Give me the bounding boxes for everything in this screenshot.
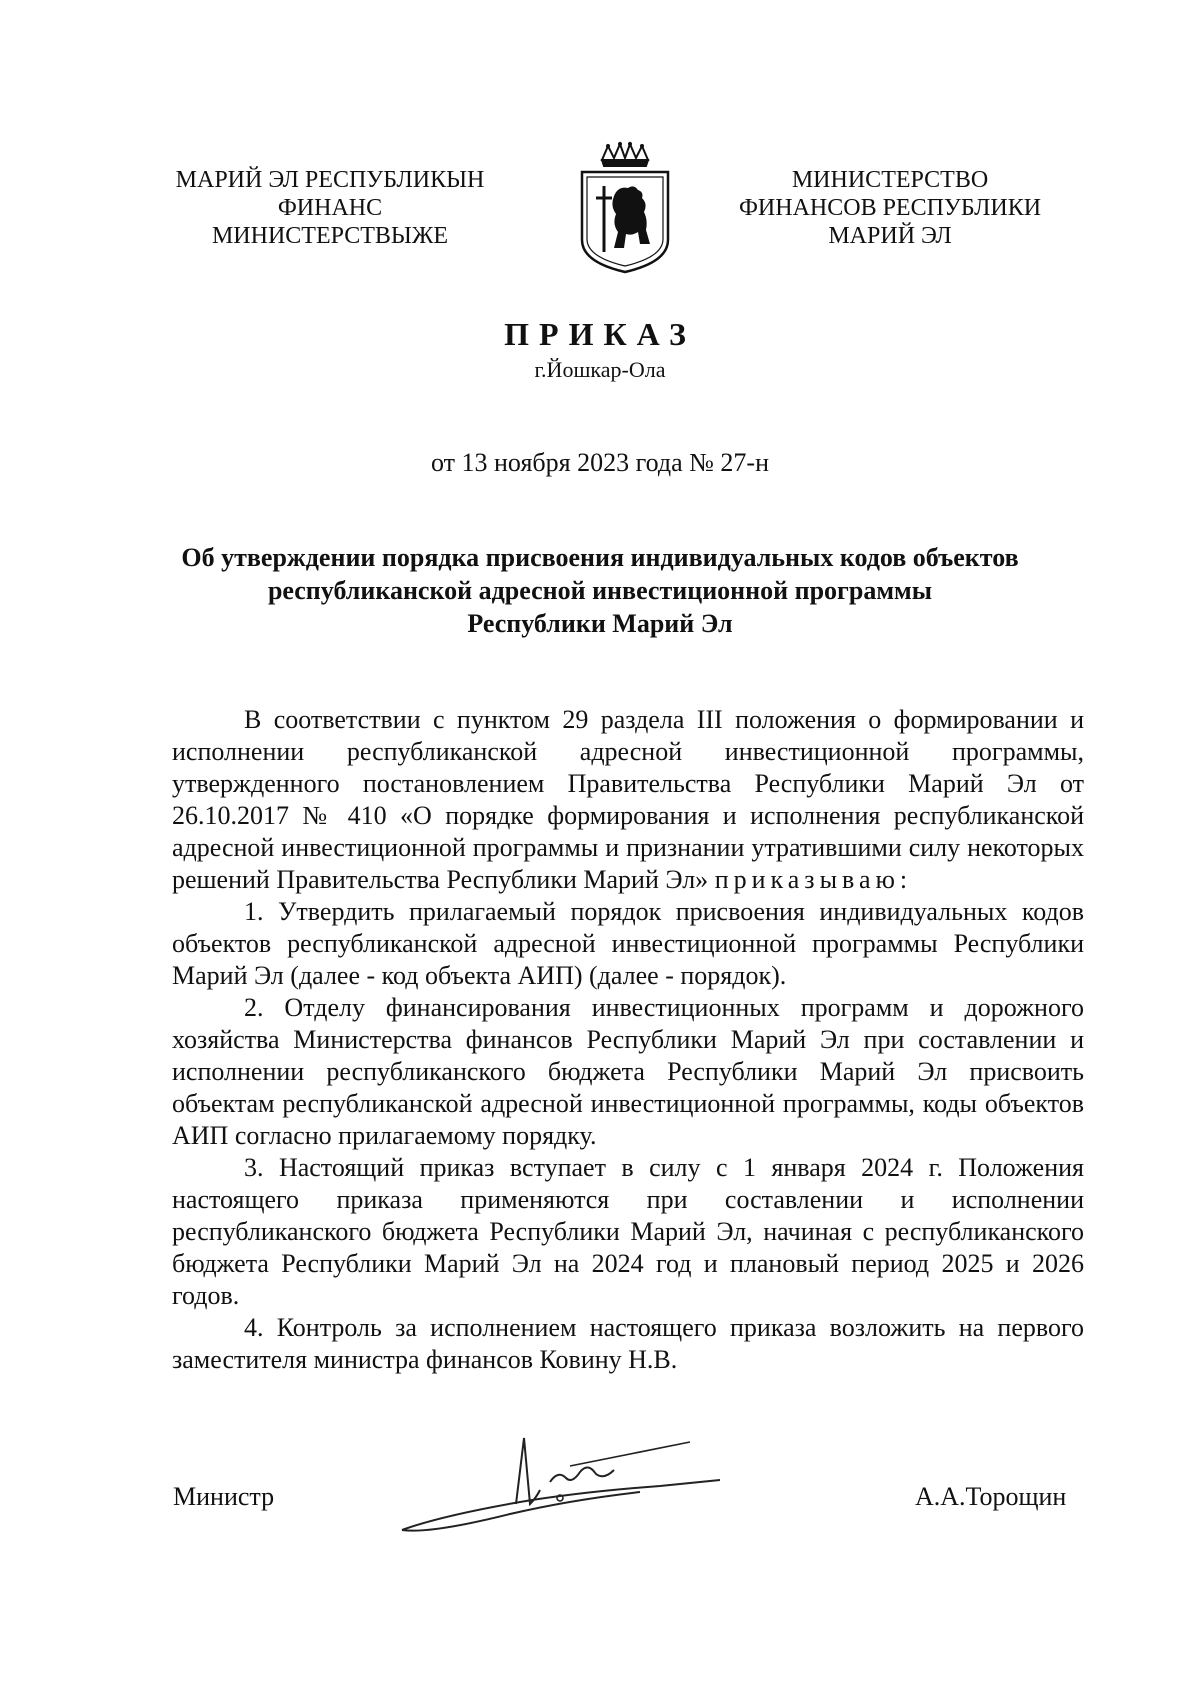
order-item-1: 1. Утвердить прилагаемый порядок присвоения индивидуальных кодов объектов республиканской адресной инвестиционной программы Республики Марий Эл (далее - код объекта АИП) (далее - порядок). [172, 897, 1084, 990]
document-body [172, 704, 1084, 1376]
header-right-line-1: МИНИСТЕРСТВО [791, 167, 989, 193]
date-number-line: от 13 ноября 2023 года № 27-н [431, 448, 769, 477]
header-right-line-2: ФИНАНСОВ РЕСПУБЛИКИ [738, 195, 1042, 221]
document-subject [150, 541, 1050, 640]
header-left-line-3: МИНИСТЕРСТВЫЖЕ [211, 223, 449, 249]
city-line: г.Йошкар-Ола [534, 357, 666, 382]
subject-line-2: республиканской адресной инвестиционной программы [267, 576, 933, 605]
preamble-text: В соответствии с пунктом 29 раздела III положения о формировании и исполнении республиканской адресной инвестиционной программы, утвержденного постановлением Правительства Республики Марий Эл от 26.10.2017 № 410 «О порядке формирования и исполнения республиканской адресной инвестиционной программы и признании утратившими силу некоторых решений Правительства Республики Марий Эл» [172, 705, 1084, 894]
order-item-2: 2. Отделу финансирования инвестиционных программ и дорожного хозяйства Министерства финансов Республики Марий Эл при составлении и исполнении республиканского бюджета Республики Марий Эл присвоить объектам республиканской адресной инвестиционной программы, коды объектов АИП согласно прилагаемому порядку. [172, 993, 1084, 1150]
order-item-4: 4. Контроль за исполнением настоящего приказа возложить на первого заместителя министра финансов Ковину Н.В. [172, 1313, 1084, 1374]
signatory-title: Министр [173, 1482, 275, 1511]
header-right-line-3: МАРИЙ ЭЛ [828, 223, 952, 249]
order-item-3: 3. Настоящий приказ вступает в силу с 1 января 2024 г. Положения настоящего приказа применяются при составлении и исполнении республиканского бюджета Республики Марий Эл, начиная с республиканского бюджета Республики Марий Эл на 2024 год и плановый период 2025 и 2026 годов. [172, 1153, 1084, 1310]
handwritten-signature-icon [400, 1430, 760, 1550]
coat-of-arms-icon [574, 140, 676, 276]
subject-line-3: Республики Марий Эл [467, 609, 733, 638]
header-left-block [150, 166, 510, 250]
header-right-block [710, 166, 1070, 250]
document-type-title: ПРИКАЗ [504, 316, 696, 352]
subject-line-1: Об утверждении порядка присвоения индивидуальных кодов объектов [181, 543, 1019, 572]
order-word: приказываю: [714, 865, 913, 894]
header-left-line-1: МАРИЙ ЭЛ РЕСПУБЛИКЫН [175, 167, 485, 193]
header-left-line-2: ФИНАНС [277, 195, 383, 221]
signatory-name: А.А.Торощин [915, 1482, 1067, 1511]
preamble-paragraph [172, 704, 1084, 896]
